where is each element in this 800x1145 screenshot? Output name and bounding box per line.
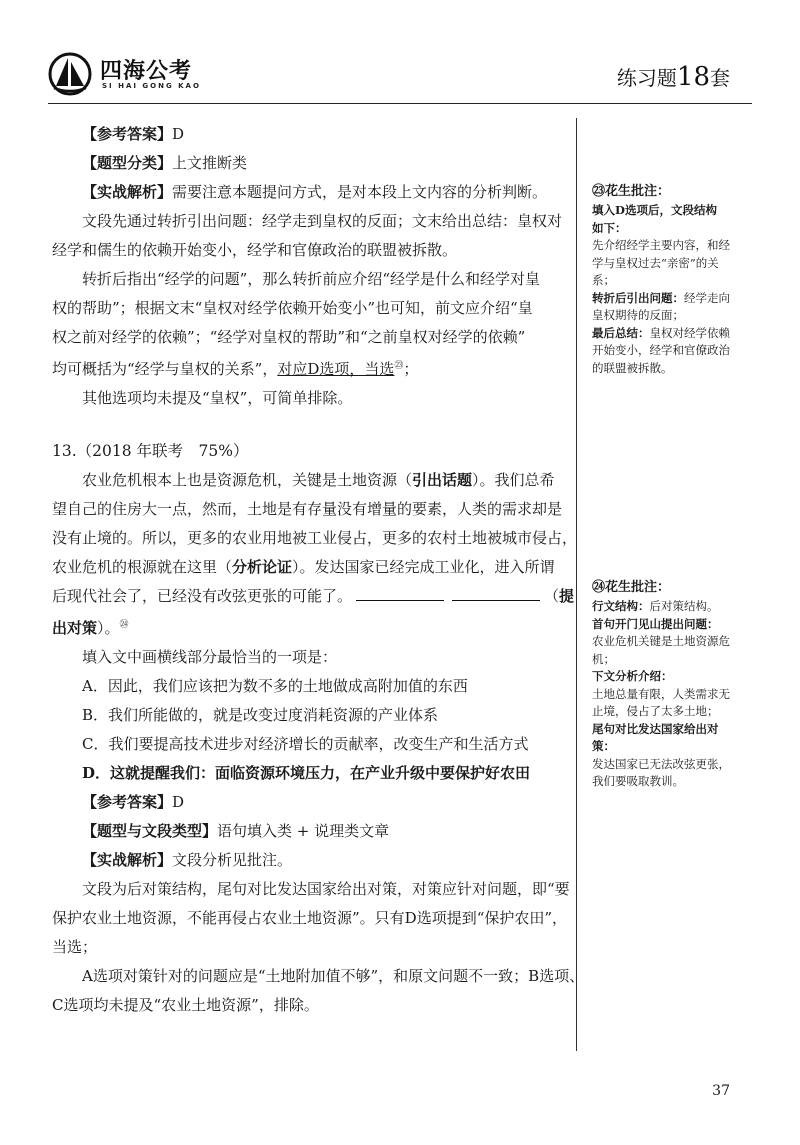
structure-tag: 引出话题 — [412, 471, 473, 489]
type-value: 语句填入类 + 说理类文章 — [217, 822, 390, 840]
q13-explain-line: 当选； — [52, 938, 98, 956]
annotation-marker: ㉔ — [119, 620, 129, 630]
q13-passage-line — [52, 466, 568, 495]
note-line: 下文分析介绍： — [592, 669, 673, 683]
underlined-conclusion: 对应D选项，当选 — [277, 360, 395, 378]
side-note-24 — [592, 578, 772, 791]
note-title: ㉔花生批注： — [592, 580, 671, 595]
note-text: 经学走向 — [684, 290, 730, 305]
note-label: 转折后引出问题： — [592, 290, 684, 305]
main-content — [52, 120, 585, 1020]
option-d: D．这就提醒我们：面临资源环境压力，在产业升级中要保护好农田 — [82, 764, 531, 782]
q13-explain-line: 文段为后对策结构，尾句对比发达国家给出对策，对策应针对问题，即“要 — [82, 880, 570, 898]
note-line — [592, 325, 772, 343]
note-line: 发达国家已无法改弦更张， — [592, 756, 730, 771]
type-label: 【题型与文段类型】 — [82, 822, 218, 840]
note-line: 土地总量有限，人类需求无 — [592, 686, 730, 701]
page-title — [617, 62, 730, 92]
q12-answer — [52, 120, 568, 149]
side-note-23 — [592, 182, 772, 377]
fill-in-blank — [356, 588, 444, 601]
note-line: 如下： — [592, 220, 627, 235]
spacer — [52, 413, 568, 437]
note-line — [592, 598, 772, 616]
passage-text: ）。 — [97, 619, 120, 637]
q13-passage-line — [52, 611, 568, 643]
note-title: ㉓花生批注： — [592, 184, 671, 199]
q13-passage-line: 望自己的住房大一点，然而，土地是有存量没有增量的要素，人类的需求却是 — [52, 500, 563, 518]
analysis-text: 文段分析见批注。 — [172, 851, 293, 869]
option-c: C．我们要提高技术进步对经济增长的贡献率，改变生产和生活方式 — [82, 735, 529, 753]
page-number: 37 — [712, 1083, 730, 1099]
title-number: 18 — [676, 62, 710, 92]
structure-tag: 提 — [559, 587, 575, 605]
q13-heading: 13.（2018 年联考 75%） — [52, 442, 249, 460]
logo-subtext: SI HAI GONG KAO — [102, 82, 201, 90]
note-line: 我们要吸取教训。 — [592, 774, 684, 788]
passage-text: ）。发达国家已经完成工业化，进入所谓 — [292, 558, 555, 576]
q13-explain-line: A选项对策针对的问题应是“土地附加值不够”，和原文问题不一致；B选项、 — [82, 967, 585, 985]
logo-text: 四海公考 — [100, 59, 193, 84]
answer-label: 【参考答案】 — [82, 125, 173, 143]
title-suffix: 套 — [710, 66, 730, 90]
type-value: 上文推断类 — [172, 154, 248, 172]
para-text: 均可概括为“经学与皇权的关系”， — [52, 360, 278, 378]
note-line: 的联盟被拆散。 — [592, 360, 673, 375]
note-line: 皇权期待的反面； — [592, 308, 684, 322]
passage-text: ）。我们总希 — [472, 471, 555, 489]
header-divider — [48, 103, 752, 104]
fill-in-blank — [452, 588, 540, 601]
q12-para2-line: 权的帮助”；根据文末“皇权对经学依赖开始变小”也可知，前文应介绍“皇 — [52, 299, 533, 317]
type-label: 【题型分类】 — [82, 154, 173, 172]
q13-passage-line: 没有止境的。所以，更多的农业用地被工业侵占，更多的农村土地被城市侵占， — [52, 529, 578, 547]
annotation-marker: ㉓ — [394, 361, 404, 371]
analysis-text: 需要注意本题提问方式，是对本段上文内容的分析判断。 — [172, 183, 548, 201]
note-line: 先介绍经学主要内容，和经 — [592, 238, 730, 252]
q12-type — [52, 149, 568, 178]
note-line: 尾句对比发达国家给出对 — [592, 721, 719, 736]
q12-para2-line: 权之前对经学的依赖”；“经学对皇权的帮助”和“之前皇权对经学的依赖” — [52, 328, 526, 346]
option-a: A．因此，我们应该把为数不多的土地做成高附加值的东西 — [82, 677, 468, 695]
note-line: 系； — [592, 273, 615, 287]
option-b: B．我们所能做的，就是改变过度消耗资源的产业体系 — [82, 706, 439, 724]
note-line: 首句开门见山提出问题： — [592, 616, 719, 631]
note-line: 开始变小，经学和官僚政治 — [592, 343, 730, 357]
column-divider — [576, 118, 577, 1051]
note-line: 策： — [592, 739, 615, 753]
note-line: 学与皇权过去“亲密”的关 — [592, 255, 719, 270]
publisher-logo — [48, 50, 248, 100]
q12-para2-line: 转折后指出“经学的问题”，那么转折前应介绍“经学是什么和经学对皇 — [82, 270, 541, 288]
q12-para1-line: 文段先通过转折引出问题：经学走到皇权的反面；文末给出总结：皇权对 — [82, 212, 563, 230]
q13-analysis — [52, 846, 568, 875]
note-text: 后对策结构。 — [649, 599, 719, 613]
title-prefix: 练习题 — [616, 66, 677, 90]
q13-explain-line: 保护农业土地资源，不能再侵占农业土地资源”。只有D选项提到“保护农田”， — [52, 909, 568, 927]
q12-analysis — [52, 178, 568, 207]
note-line: 止境，侵占了太多土地； — [592, 704, 719, 718]
passage-text: 农业危机的根源就在这里（ — [52, 558, 233, 576]
note-line: 机； — [592, 651, 615, 666]
note-label: 行文结构： — [592, 599, 650, 613]
q13-passage-line — [52, 553, 568, 582]
q13-type — [52, 817, 568, 846]
para-text: ； — [403, 360, 419, 378]
note-line: 填入D选项后，文段结构 — [592, 203, 717, 217]
q12-para2-line — [52, 352, 568, 384]
passage-text: （ — [544, 587, 560, 605]
answer-value: D — [172, 125, 185, 143]
passage-text: 农业危机根本上也是资源危机，关键是土地资源（ — [82, 471, 413, 489]
note-line — [592, 290, 772, 308]
analysis-label: 【实战解析】 — [82, 183, 173, 201]
answer-value: D — [172, 793, 185, 811]
note-label: 最后总结： — [592, 325, 650, 340]
sailboat-logo-icon — [48, 52, 92, 96]
q13-prompt: 填入文中画横线部分最恰当的一项是： — [82, 648, 338, 666]
q12-para1-line: 经学和儒生的依赖开始变小，经学和官僚政治的联盟被拆散。 — [52, 241, 458, 259]
structure-tag: 出对策 — [52, 619, 98, 637]
q12-para3-line: 其他选项均未提及“皇权”，可简单排除。 — [82, 389, 353, 407]
note-line: 农业危机关键是土地资源危 — [592, 634, 730, 648]
note-text: 皇权对经学依赖 — [649, 325, 730, 340]
q13-explain-line: C选项均未提及“农业土地资源”，排除。 — [52, 996, 319, 1014]
q13-answer — [52, 788, 568, 817]
q13-passage-line — [52, 582, 575, 611]
passage-text: 后现代社会了，已经没有改弦更张的可能了。 — [52, 587, 353, 605]
analysis-label: 【实战解析】 — [82, 851, 173, 869]
structure-tag: 分析论证 — [232, 558, 293, 576]
answer-label: 【参考答案】 — [82, 793, 173, 811]
